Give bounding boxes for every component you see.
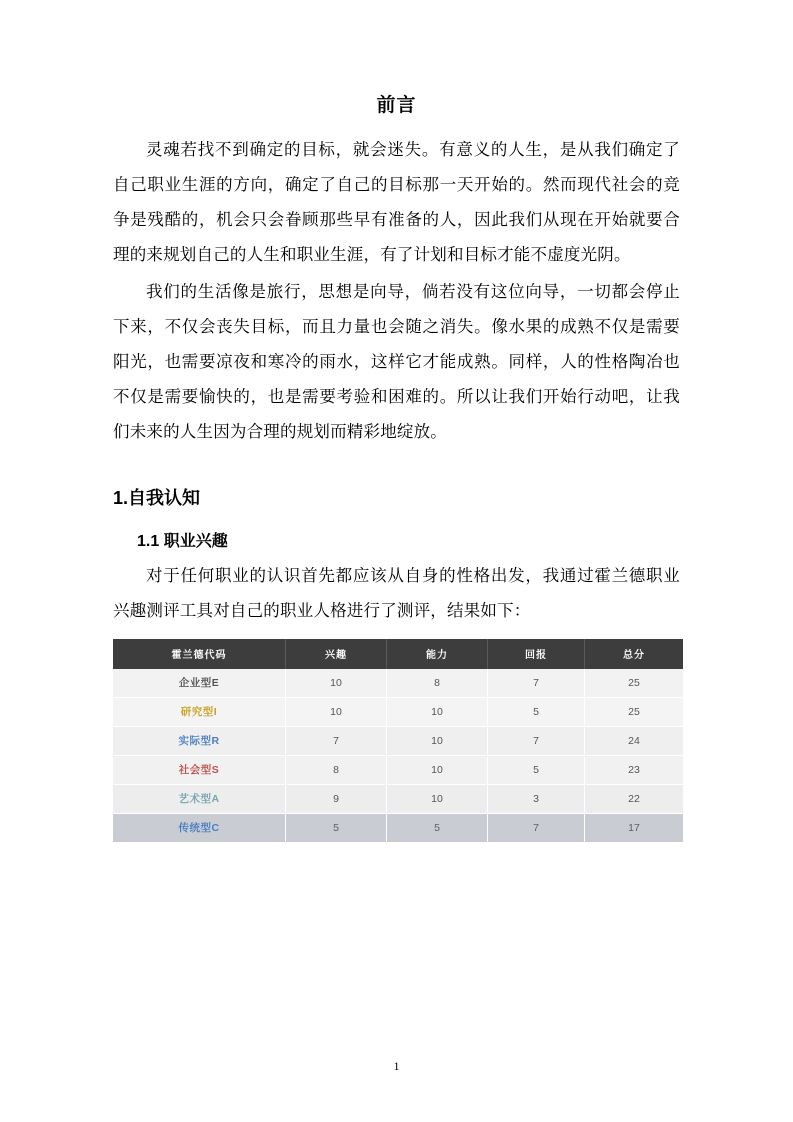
table-row xyxy=(113,669,683,698)
cell-total: 25 xyxy=(585,697,684,726)
column-header-code: 霍兰德代码 xyxy=(113,639,286,669)
row-label-investigative: 研究型I xyxy=(113,697,286,726)
career-interest-paragraph: 对于任何职业的认识首先都应该从自身的性格出发，我通过霍兰德职业兴趣测评工具对自己的职业人格进行了测评，结果如下： xyxy=(113,565,680,620)
cell-total: 23 xyxy=(585,755,684,784)
section-heading-self-awareness: 1.自我认知 xyxy=(113,487,201,508)
page-title: 前言 xyxy=(376,95,417,116)
cell-ability: 5 xyxy=(387,813,488,842)
table-row xyxy=(113,784,683,813)
holland-table-wrapper xyxy=(113,639,679,843)
cell-total: 24 xyxy=(585,726,684,755)
column-header-interest: 兴趣 xyxy=(286,639,387,669)
cell-ability: 10 xyxy=(387,726,488,755)
column-header-total: 总分 xyxy=(585,639,684,669)
cell-interest: 7 xyxy=(286,726,387,755)
cell-reward: 5 xyxy=(488,697,585,726)
preface-paragraph-1: 灵魂若找不到确定的目标，就会迷失。有意义的人生，是从我们确定了自己职业生涯的方向，确定了自己的目标那一天开始的。然而现代社会的竞争是残酷的，机会只会眷顾那些早有准备的人，因此我们从现在开始就要合理的来规划自己的人生和职业生涯，有了计划和目标才能不虚度光阴。 xyxy=(113,140,680,264)
table-header xyxy=(113,639,683,669)
column-header-ability: 能力 xyxy=(387,639,488,669)
row-label-enterprising: 企业型E xyxy=(113,669,286,698)
table-row xyxy=(113,726,683,755)
table-row xyxy=(113,755,683,784)
page-number: 1 xyxy=(393,1059,400,1073)
cell-ability: 10 xyxy=(387,784,488,813)
table-header-row xyxy=(113,639,683,669)
cell-interest: 5 xyxy=(286,813,387,842)
cell-interest: 9 xyxy=(286,784,387,813)
cell-total: 25 xyxy=(585,669,684,698)
cell-total: 22 xyxy=(585,784,684,813)
cell-ability: 10 xyxy=(387,755,488,784)
cell-interest: 10 xyxy=(286,697,387,726)
cell-ability: 10 xyxy=(387,697,488,726)
subsection-heading-career-interest: 1.1 职业兴趣 xyxy=(137,532,228,550)
cell-reward: 3 xyxy=(488,784,585,813)
holland-code-table xyxy=(113,639,683,843)
table-body xyxy=(113,669,683,843)
row-label-conventional: 传统型C xyxy=(113,813,286,842)
cell-interest: 8 xyxy=(286,755,387,784)
cell-reward: 7 xyxy=(488,669,585,698)
table-row xyxy=(113,813,683,842)
row-label-social: 社会型S xyxy=(113,755,286,784)
cell-reward: 7 xyxy=(488,813,585,842)
cell-ability: 8 xyxy=(387,669,488,698)
cell-total: 17 xyxy=(585,813,684,842)
table-row xyxy=(113,697,683,726)
cell-reward: 7 xyxy=(488,726,585,755)
preface-paragraph-2: 我们的生活像是旅行，思想是向导，倘若没有这位向导，一切都会停止下来，不仅会丧失目标，而且力量也会随之消失。像水果的成熟不仅是需要阳光，也需要凉夜和寒冷的雨水，这样它才能成熟。同样，人的性格陶冶也不仅是需要愉快的，也是需要考验和困难的。所以让我们开始行动吧，让我们未来的人生因为合理的规划而精彩地绽放。 xyxy=(113,281,680,441)
cell-reward: 5 xyxy=(488,755,585,784)
column-header-reward: 回报 xyxy=(488,639,585,669)
row-label-realistic: 实际型R xyxy=(113,726,286,755)
row-label-artistic: 艺术型A xyxy=(113,784,286,813)
cell-interest: 10 xyxy=(286,669,387,698)
